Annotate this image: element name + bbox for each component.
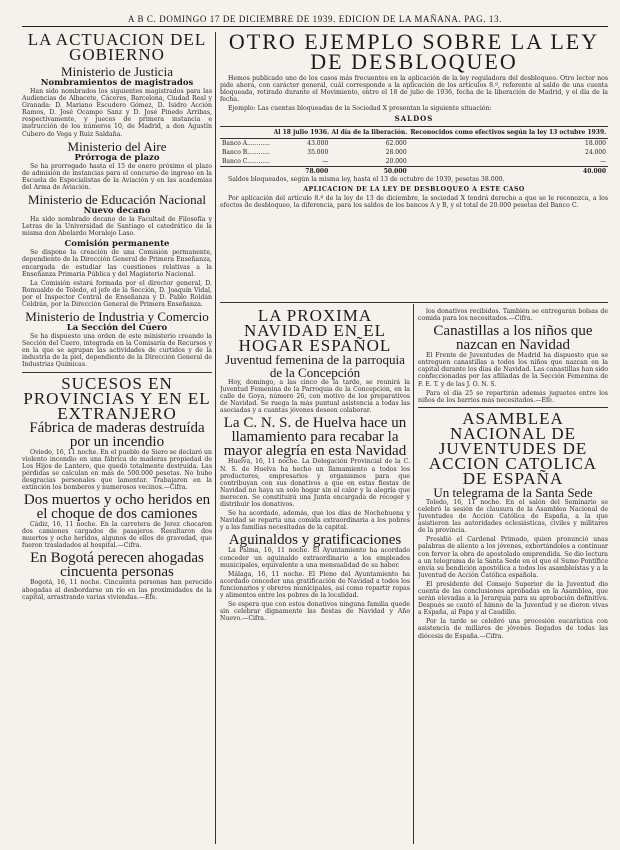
- article-paragraph: La Comisión estará formada por el director general, D. Romualdo de Toledo, el jefe de la Sección, D. Joaquín Vidal, por el Inspector Central de Enseñanza y D. Pablo Roldán Celdrán, por la Dirección General de Primera Enseñanza.: [22, 279, 212, 308]
- article-paragraph: El presidente del Consejo Superior de la Juventud dio cuenta de las conclusiones aprobadas en la Asamblea, que serán elevadas a la Jerarquía para su aprobación definitiva. Después se cantó el himno de la Juventud y se dieron vivas a España, al Papa y al Caudillo.: [418, 580, 608, 617]
- article-paragraph: Bogotá, 16, 11 noche. Cincuenta personas han perecido ahogadas al desbordarse un río en las proximidades de la capital, arrastrando varias viviendas.—Efe.: [22, 579, 212, 601]
- table-cell: 43.000: [307, 140, 329, 148]
- section-subheading: La Sección del Cuero: [66, 323, 168, 334]
- article-paragraph: Se ha prorrogado hasta el 15 de enero próximo el plazo de admisión de instancias para el concurso de ingreso en la Escuela de Especialistas de la Aviación y en las academias del Arma de Aviación.: [22, 162, 212, 191]
- table-cell: 18.000: [585, 140, 606, 148]
- section-heading: Ministerio de Educación Nacional: [28, 192, 206, 208]
- article-paragraph: Toledo, 16, 11 noche. En el salón del Seminario se celebró la sesión de clausura de la Asamblea Nacional de Juventudes de Acción Católica de España, a la que asistieron las autoridades eclesiásticas, civiles y militares de la provincia.: [418, 498, 608, 535]
- table-row: [220, 157, 608, 167]
- section-subheading: Prórroga de plazo: [74, 152, 160, 163]
- article-paragraph: Se espera que con estos donativos ninguna familia quede sin celebrar dignamente las fiestas de Navidad y Año Nuevo.—Cifra.: [220, 601, 410, 623]
- article-paragraph: Para el día 25 se repartirán además juguetes entre los niños de los barrios más necesitados.—Efe.: [418, 389, 608, 404]
- table-cell: —: [600, 158, 606, 166]
- table-cell: 50.000: [330, 167, 408, 177]
- article-paragraph: Cádiz, 16, 11 noche. En la carretera de Jerez chocaron dos camiones cargados de pasajeros. Resultaron dos muertos y ocho heridos, algunos de ellos de gravedad, que fueron trasladados al hospital.—Cifra.: [22, 521, 212, 550]
- section-rule: [220, 302, 608, 303]
- article-paragraph: Se ha dispuesto una orden de este ministerio creando la Sección del Cuero, integrada en la Comisaría de Recursos y en la que se agrupan las actividades de curtidos y de la industria de la piel, dependiente de la Dirección General de Industrias Químicas.: [22, 333, 212, 369]
- table-cell: 28.000: [385, 149, 407, 157]
- article-paragraph: Saldos bloqueados, según la misma ley, hasta el 13 de octubre de 1939, pesetas 38.000.: [228, 176, 505, 184]
- section-subheading: Comisión permanente: [64, 239, 170, 250]
- table-cell: —: [322, 158, 329, 166]
- column-middle: [220, 308, 410, 844]
- article-paragraph: Oviedo, 16, 11 noche. En el pueblo de Siero se declaró un violento incendio en una fábrica de maderas propiedad de Los Hijos de Lantero, que quedó totalmente destruída. Las pérdidas se calculan en más de 500.000 pesetas. No hubo desgracias personales que lamentar. Trabajaron en la extinción los bomberos y numerosos vecinos.—Cifra.: [22, 448, 212, 491]
- column-rule: [413, 304, 414, 844]
- article-paragraph: El Frente de Juventudes de Madrid ha dispuesto que se entreguen canastillas a todos los niños que nazcan en la capital durante los días de Navidad. Las canastillas han sido confeccionadas por las afiliadas de la Sección Femenina de F. E. T. y de las J. O. N. S.: [418, 352, 608, 388]
- table-total-row: [220, 167, 608, 177]
- table-header: Al día de la liberación.: [330, 127, 408, 139]
- section-heading: Ministerio del Aire: [67, 138, 167, 154]
- article-paragraph: Hemos publicado uno de los casos más frecuentes en la aplicación de la ley reguladora del desbloqueo. Otro lector nos pide ahora, con carácter general, cuál corresponde a la aplicación de los artículos 8.º, referente al saldo de una cuenta bloqueada, retirado durante el Movimiento, entre el 18 de julio de 1936, fecha de la liberación de Madrid, y el día de la fecha.: [220, 75, 608, 104]
- table-row: [220, 148, 608, 157]
- article-title: LA ACTUACION DEL GOBIERNO: [27, 32, 207, 64]
- column-right: [418, 308, 608, 844]
- table-cell: Banco C............: [222, 158, 270, 166]
- column-left: [22, 32, 212, 844]
- article-paragraph: Huelva, 16, 11 noche. La Delegación Provincial de la C. N. S. de Huelva ha hecho un llamamiento a todos los productores, empresarios y organismos para que contribuyan con sus donativos a que en estas fiestas de Navidad no haya un solo hogar sin el calor y la alegría que merecen. Se constituirá una Junta encargada de recoger y distribuir los donativos.: [220, 458, 410, 509]
- table-header: [220, 127, 272, 139]
- article-paragraph: Por aplicación del artículo 8.º de la ley de 13 de diciembre, la sociedad X tendrá derecho a que se le reconozca, a los efectos de desbloqueo, la diferencia, para los saldos de los bancos A y B, y el total de 20.000 pesetas del Banco C.: [220, 194, 608, 209]
- article-desbloqueo: [220, 32, 608, 302]
- article-title: LA PROXIMA NAVIDAD EN EL HOGAR ESPAÑOL: [238, 308, 392, 355]
- table-header: Al 18 julio 1936.: [272, 127, 330, 139]
- article-paragraph: los donativos recibidos. También se entregarán bolsas de comida para los necesitados.—Cifra.: [418, 308, 608, 323]
- article-heading: Fábrica de maderas destruída por un incendio: [29, 419, 205, 450]
- section-subheading: Nuevo decano: [83, 206, 151, 217]
- table-cell: 35.000: [307, 149, 329, 157]
- table-cell: 62.000: [385, 140, 407, 148]
- table-row: [220, 139, 608, 149]
- table-cell: 40.000: [409, 167, 608, 177]
- article-paragraph: Por la tarde se celebró una procesión eucarística con asistencia de millares de jóvenes llegados de todas las diócesis de España.—Cifra.: [418, 618, 608, 640]
- article-paragraph: Se dispone la creación de una Comisión permanente, dependiente de la Dirección General de Primera Enseñanza, encargada de estudiar las cuestiones relativas a la Enseñanza Primaria Pública y del Magisterio Nacional.: [22, 249, 212, 278]
- article-paragraph: Ejemplo: Las cuentas bloqueadas de la Sociedad X presentan la siguiente situación:: [228, 105, 492, 113]
- section-heading: APLICACION DE LA LEY DE DESBLOQUEO A ESTE CASO: [303, 185, 525, 193]
- table-cell: 78.000: [272, 167, 330, 177]
- article-paragraph: Ha sido nombrado decano de la Facultad de Filosofía y Letras de la Universidad de Santiago el catedrático de la misma don Abelardo Moralejo Laso.: [22, 216, 212, 238]
- article-subtitle: Un telegrama de la Santa Sede: [433, 484, 593, 500]
- table-cell: Banco A............: [222, 140, 270, 148]
- article-title: OTRO EJEMPLO SOBRE LA LEY DE DESBLOQUEO: [228, 32, 600, 74]
- table-cell: 20.000: [385, 158, 407, 166]
- article-paragraph: Málaga, 16, 11 noche. El Pleno del Ayuntamiento ha acordado conceder una gratificación de Navidad a todos los funcionarios y obreros municipales, así como repartir ropas y alimentos entre los pobres de la localidad.: [220, 570, 410, 599]
- article-title: ASAMBLEA NACIONAL DE JUVENTUDES DE ACCION CATOLICA DE ESPAÑA: [428, 408, 598, 488]
- page-header: A B C. DOMINGO 17 DE DICIEMBRE DE 1939. EDICION DE LA MAÑANA. PAG. 13.: [22, 14, 608, 27]
- table-cell: 24.000: [585, 149, 606, 157]
- article-title: SUCESOS EN PROVINCIAS Y EN EL EXTRANJERO: [23, 373, 211, 423]
- article-heading: Dos muertos y ocho heridos en el choque de dos camiones: [23, 492, 211, 523]
- article-heading: Aguinaldos y gratificaciones: [228, 532, 402, 549]
- balances-table: [220, 126, 608, 176]
- article-heading: En Bogotá perecen ahogadas cincuenta personas: [30, 550, 204, 581]
- article-heading: Canastillas a los niños que nazcan en Navidad: [433, 323, 593, 354]
- table-cell: Banco B............: [222, 149, 271, 157]
- article-paragraph: Hoy, domingo, a las cinco de la tarde, se reunirá la Juventud Femenina de la Parroquia de la Concepción, en la calle de Goya, número 26, con motivo de los preparativos de Navidad. Se ruega la más puntual asistencia a todas las asociadas y a cuantas jóvenes deseen colaborar.: [220, 379, 410, 415]
- article-paragraph: Han sido nombrados los siguientes magistrados para las Audiencias de Albacete, Cáceres, Barcelona, Ciudad Real y Granada: D. Mariano Escudero Gómez, D. Isidro Acción Ramos, D. José Ocampo Sanz y D. José Pinedo Arribas, respectivamente, y jueces de primera instancia e instrucción de los números 10, de Madrid, a don Agustín Cubero de Vega y Ruiz Saldaña.: [22, 88, 212, 138]
- section-divider: [418, 407, 608, 408]
- article-paragraph: La Palma, 16, 11 noche. El Ayuntamiento ha acordado conceder un aguinaldo extraordinario a los empleados municipales, equivalente a una mensualidad de su haber.: [220, 547, 410, 569]
- section-heading: Ministerio de Justicia: [61, 64, 173, 79]
- article-subtitle: Juventud femenina de la parroquia de la Concepción: [225, 352, 405, 380]
- section-heading: Ministerio de Industria y Comercio: [25, 309, 209, 325]
- table-title: SALDOS: [394, 114, 434, 124]
- article-paragraph: Presidió el Cardenal Primado, quien pronunció unas palabras de aliento a los jóvenes, exhortándoles a continuar con fervor la obra de apostolado emprendida. Se dio lectura a un telegrama de la Santa Sede en el que el Sumo Pontífice envía su bendición apostólica a todos los asambleístas y a la Juventud de Acción Católica española.: [418, 536, 608, 579]
- column-rule: [215, 32, 216, 844]
- section-divider: [22, 372, 212, 373]
- article-paragraph: Se ha acordado, además, que los días de Nochebuena y Navidad se reparta una comida extraordinaria a los pobres y a las familias necesitadas de la capital.: [220, 510, 410, 532]
- section-subheading: Nombramientos de magistrados: [40, 78, 194, 88]
- table-cell: [220, 167, 272, 177]
- article-heading: La C. N. S. de Huelva hace un llamamiento para recabar la mayor alegría en esta Navidad: [223, 415, 407, 460]
- table-header: Reconocidos como efectivos según la ley 13 octubre 1939.: [409, 127, 608, 139]
